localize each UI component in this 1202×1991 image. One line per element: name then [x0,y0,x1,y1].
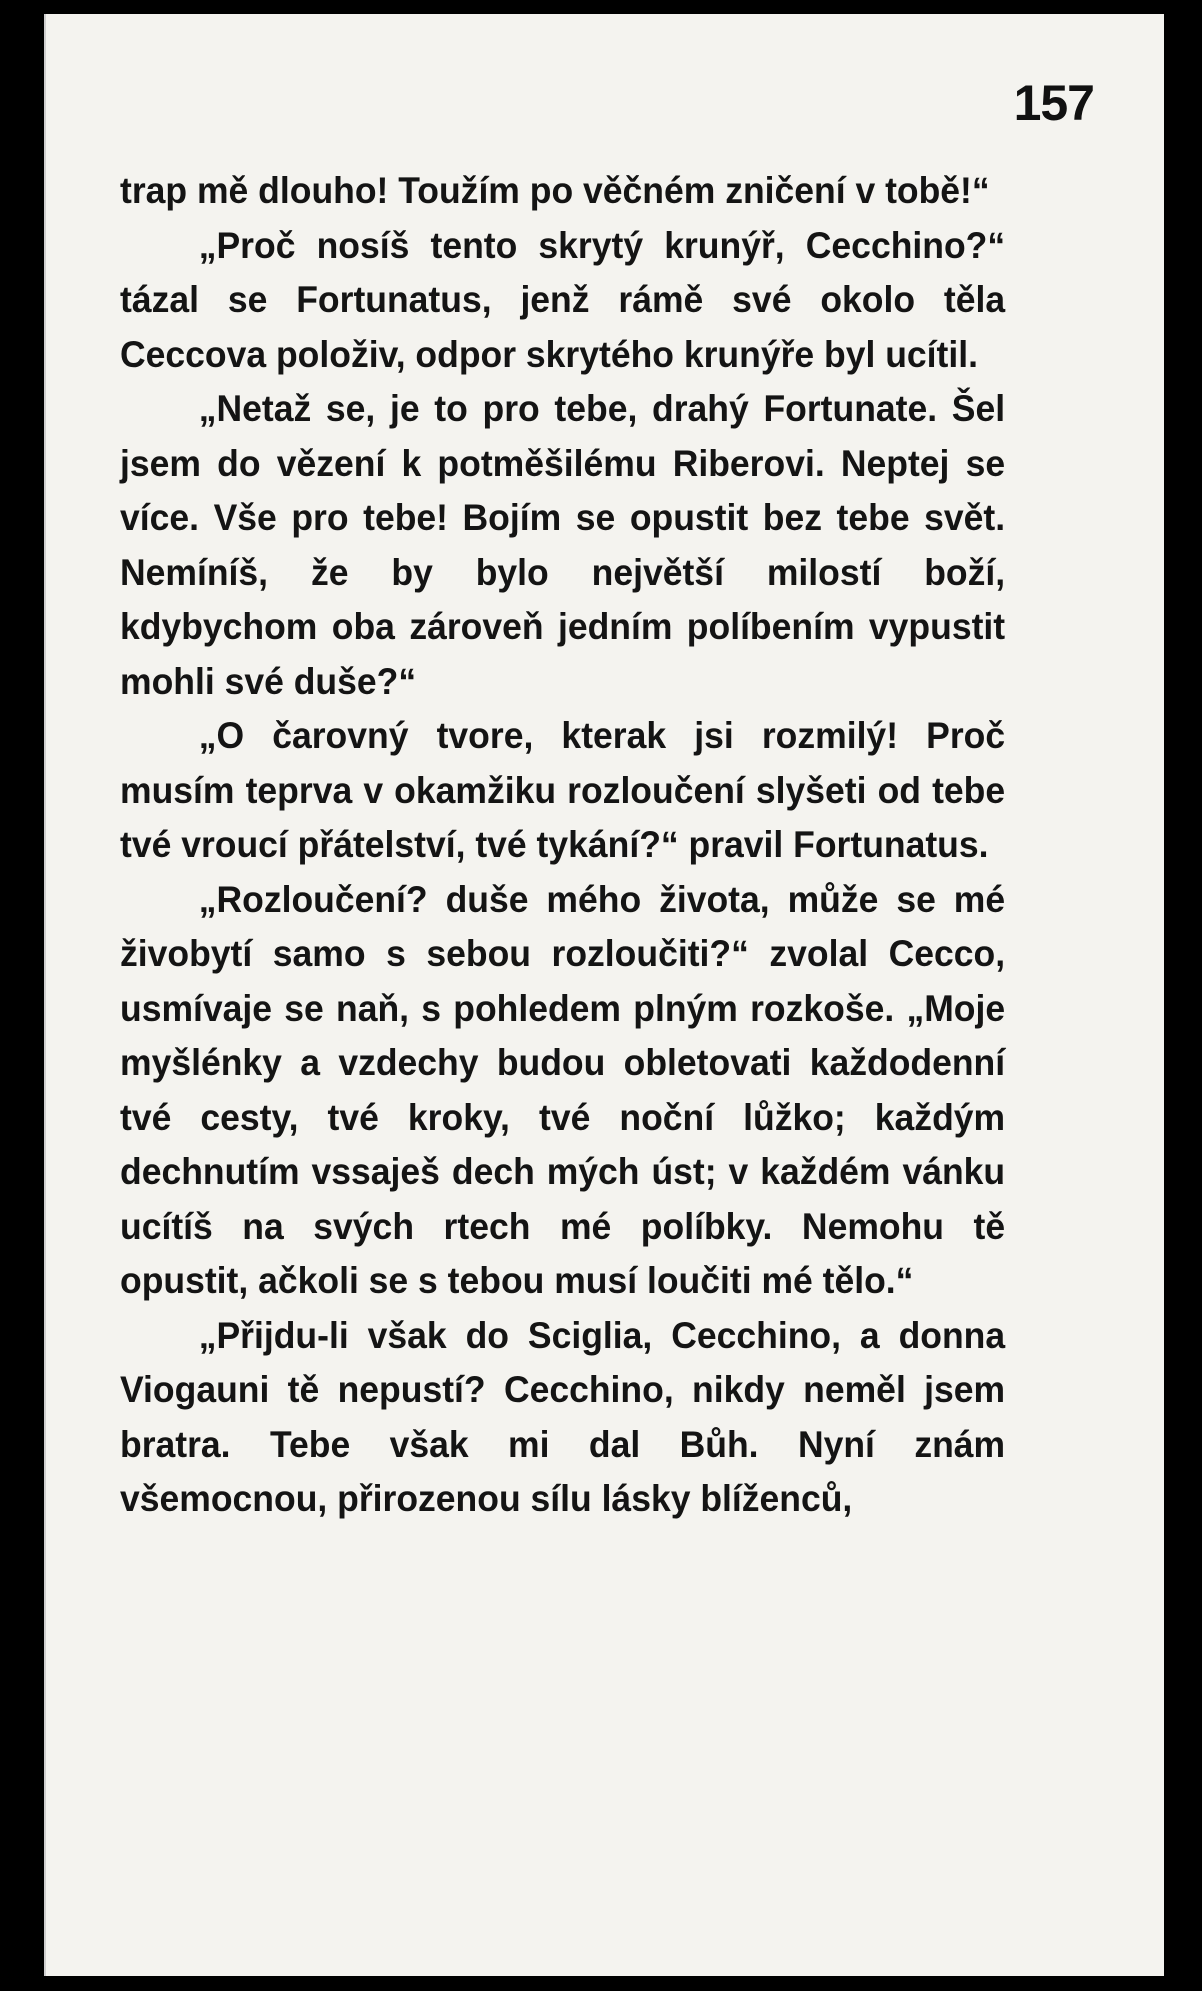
page-number: 157 [1013,75,1094,131]
paragraph: „Přijdu-li však do Sciglia, Cecchino, a donna Viogauni tě nepustí? Cecchino, nikdy neměl jsem bratra. Tebe však mi dal Bůh. Nyní znám všemocnou, přirozenou sílu lásky blíženců, [120,1314,1006,1519]
text-body [120,164,1005,1527]
paragraph: „Rozloučení? duše mého života, může se mé živobytí samo s sebou rozloučiti?“ zvolal Cecco, usmívaje se naň, s pohledem plným rozkoše. „Moje myšlénky a vzdechy budou obletovati každodenní tvé cesty, tvé kroky, tvé noční lůžko; každým dechnutím vssaješ dech mých úst; v každém vánku ucítíš na svých rtech mé políbky. Nemohu tě opustit, ačkoli se s tebou musí loučiti mé tělo.“ [120,878,1006,1301]
paragraph: „Proč nosíš tento skrytý krunýř, Cecchino?“ tázal se Fortunatus, jenž rámě své okolo těla Ceccova položiv, odpor skrytého krunýře byl ucítil. [120,224,1006,375]
paragraph: „Netaž se, je to pro tebe, drahý Fortunate. Šel jsem do vězení k potměšilému Riberovi. Neptej se více. Vše pro tebe! Bojím se opustit bez tebe svět. Nemíníš, že by bylo největší milostí boží, kdybychom oba zároveň jedním políbením vypustit mohli své duše?“ [120,388,1006,702]
paragraph: „O čarovný tvore, kterak jsi rozmilý! Proč musím teprva v okamžiku rozloučení slyšeti od tebe tvé vroucí přátelství, tvé tykání?“ pravil Fortunatus. [120,715,1006,865]
book-page [44,14,1164,1976]
paragraph: trap mě dlouho! Toužím po věčném zničení v tobě!“ [120,170,990,211]
